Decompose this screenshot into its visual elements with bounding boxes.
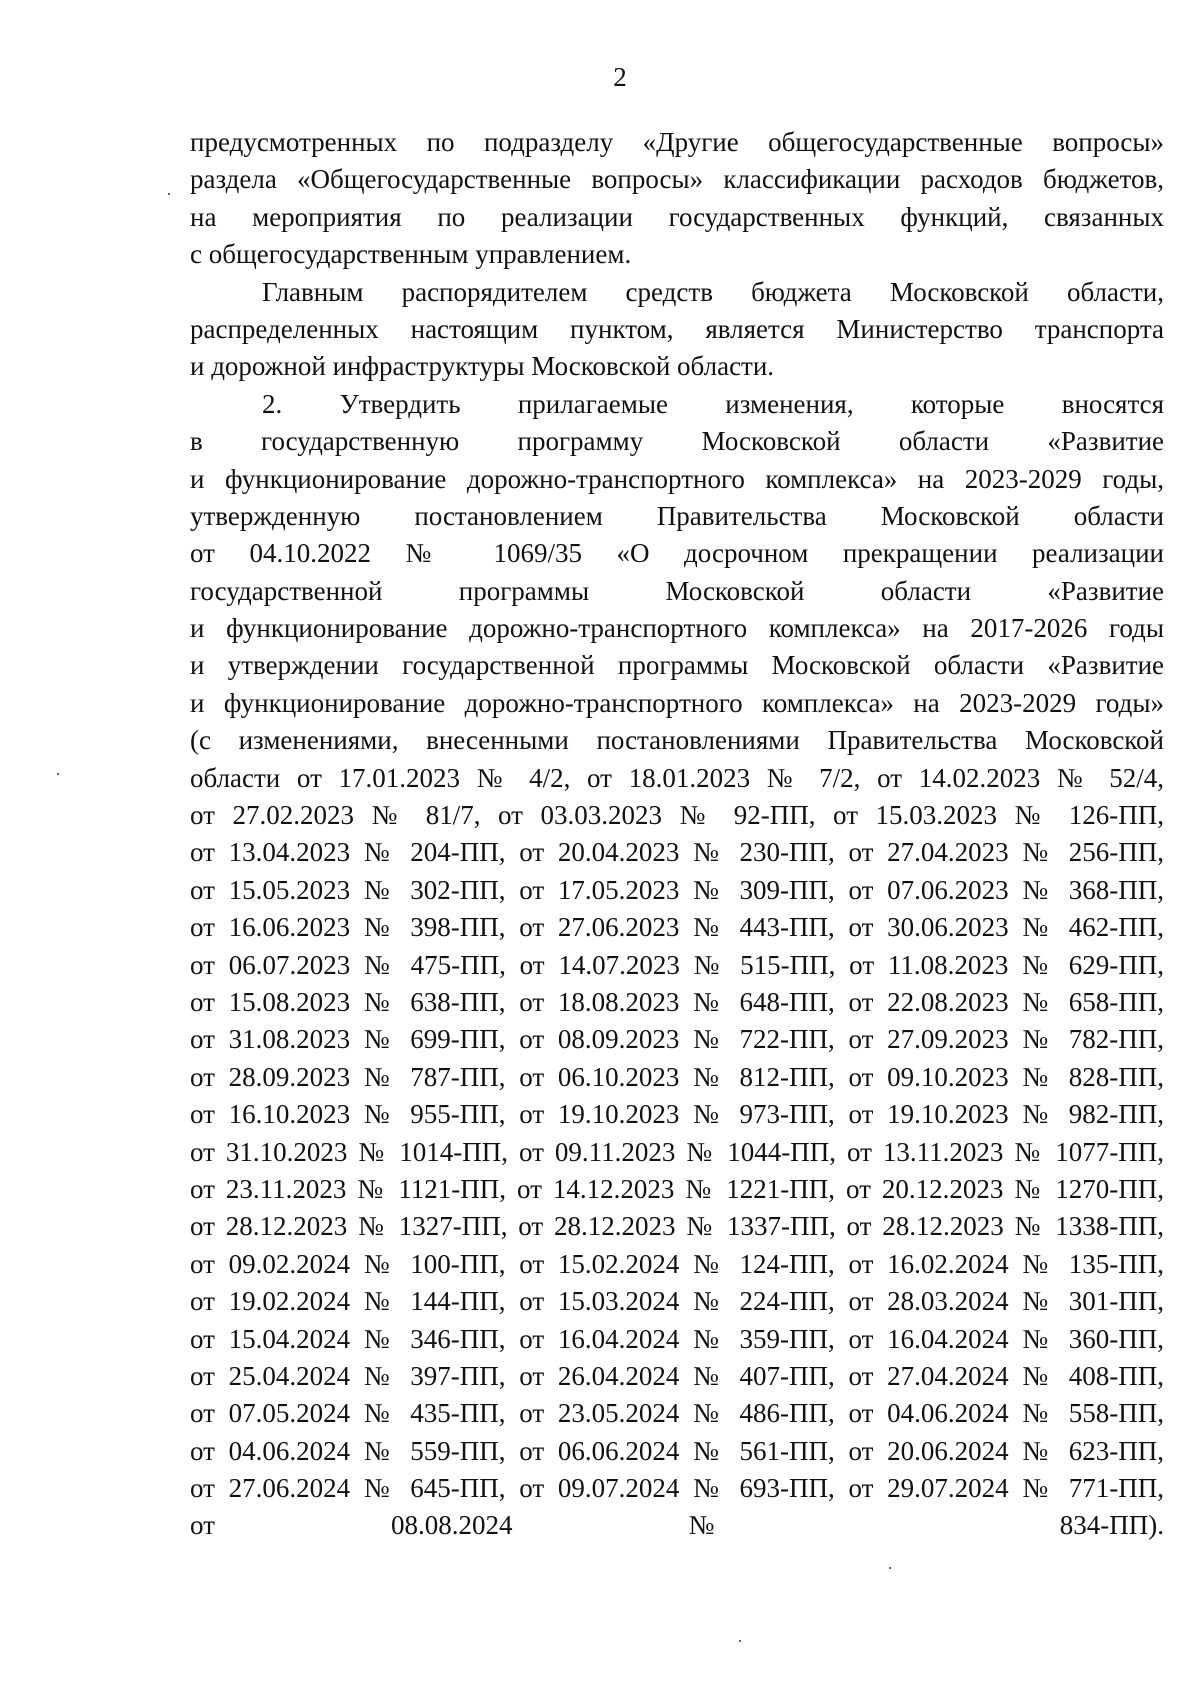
text-line: и функционирование дорожно-транспортного комплекса» на 2023-2029 годы»: [190, 687, 1164, 718]
text-line: от 23.11.2023 № 1121-ПП, от 14.12.2023 № 1221-ПП, от 20.12.2023 № 1270-ПП,: [190, 1173, 1164, 1204]
text-line: от 08.08.2024 № 834-ПП).: [190, 1510, 1164, 1541]
text-line: от 15.04.2024 № 346-ПП, от 16.04.2024 № 359-ПП, от 16.04.2024 № 360-ПП,: [190, 1323, 1164, 1354]
text-line: государственной программы Московской области «Развитие: [190, 575, 1164, 606]
text-line: от 06.07.2023 № 475-ПП, от 14.07.2023 № 515-ПП, от 11.08.2023 № 629-ПП,: [190, 949, 1164, 980]
text-line: области от 17.01.2023 № 4/2, от 18.01.2023 № 7/2, от 14.02.2023 № 52/4,: [190, 762, 1164, 793]
paragraph: [190, 124, 1164, 274]
text-line: раздела «Общегосударственные вопросы» классификации расходов бюджетов,: [190, 164, 1164, 195]
text-line: утвержденную постановлением Правительства Московской области: [190, 500, 1164, 531]
text-line: от 04.10.2022 № 1069/35 «О досрочном прекращении реализации: [190, 538, 1164, 569]
text-line: и дорожной инфраструктуры Московской области.: [190, 351, 775, 382]
text-line: предусмотренных по подразделу «Другие общегосударственные вопросы»: [190, 127, 1164, 157]
text-line: и функционирование дорожно-транспортного комплекса» на 2017-2026 годы: [190, 613, 1164, 644]
text-line: и функционирование дорожно-транспортного комплекса» на 2023-2029 годы,: [190, 463, 1164, 494]
scan-speck: [889, 1567, 891, 1569]
text-line: Главным распорядителем средств бюджета Московской области,: [262, 276, 1164, 307]
text-line: от 28.12.2023 № 1327-ПП, от 28.12.2023 № 1337-ПП, от 28.12.2023 № 1338-ПП,: [190, 1211, 1164, 1242]
text-line: в государственную программу Московской области «Развитие: [190, 426, 1164, 457]
text-line: от 15.05.2023 № 302-ПП, от 17.05.2023 № 309-ПП, от 07.06.2023 № 368-ПП,: [190, 874, 1164, 905]
text-line: от 13.04.2023 № 204-ПП, от 20.04.2023 № 230-ПП, от 27.04.2023 № 256-ПП,: [190, 837, 1164, 868]
text-line: распределенных настоящим пунктом, является Министерство транспорта: [190, 313, 1164, 344]
text-line: на мероприятия по реализации государственных функций, связанных: [190, 201, 1164, 232]
document-body: [190, 124, 1164, 1620]
paragraph: [190, 386, 1164, 1620]
text-line: от 09.02.2024 № 100-ПП, от 15.02.2024 № 124-ПП, от 16.02.2024 № 135-ПП,: [190, 1248, 1164, 1279]
text-line: 2. Утвердить прилагаемые изменения, которые вносятся: [262, 388, 1164, 419]
text-line: от 27.02.2023 № 81/7, от 03.03.2023 № 92-ПП, от 15.03.2023 № 126-ПП,: [190, 800, 1164, 831]
text-line: от 27.06.2024 № 645-ПП, от 09.07.2024 № 693-ПП, от 29.07.2024 № 771-ПП,: [190, 1473, 1164, 1504]
text-line: от 28.09.2023 № 787-ПП, от 06.10.2023 № 812-ПП, от 09.10.2023 № 828-ПП,: [190, 1061, 1164, 1092]
scan-speck: [57, 773, 59, 775]
scan-speck: [739, 1640, 741, 1642]
text-line: от 04.06.2024 № 559-ПП, от 06.06.2024 № 561-ПП, от 20.06.2024 № 623-ПП,: [190, 1435, 1164, 1466]
text-line: от 25.04.2024 № 397-ПП, от 26.04.2024 № 407-ПП, от 27.04.2024 № 408-ПП,: [190, 1360, 1164, 1391]
text-line: [190, 1582, 1164, 1619]
page-number: 2: [613, 62, 627, 92]
text-line: от 16.10.2023 № 955-ПП, от 19.10.2023 № 973-ПП, от 19.10.2023 № 982-ПП,: [190, 1099, 1164, 1130]
text-line: [190, 1545, 1164, 1582]
text-line: и утверждении государственной программы Московской области «Развитие: [190, 650, 1164, 681]
text-line: от 16.06.2023 № 398-ПП, от 27.06.2023 № 443-ПП, от 30.06.2023 № 462-ПП,: [190, 912, 1164, 943]
text-line: с общегосударственным управлением.: [190, 239, 632, 270]
scan-speck: [168, 193, 170, 195]
text-line: от 31.10.2023 № 1014-ПП, от 09.11.2023 № 1044-ПП, от 13.11.2023 № 1077-ПП,: [190, 1136, 1164, 1167]
text-line: от 19.02.2024 № 144-ПП, от 15.03.2024 № 224-ПП, от 28.03.2024 № 301-ПП,: [190, 1286, 1164, 1317]
text-line: от 31.08.2023 № 699-ПП, от 08.09.2023 № 722-ПП, от 27.09.2023 № 782-ПП,: [190, 1024, 1164, 1055]
text-line: от 07.05.2024 № 435-ПП, от 23.05.2024 № 486-ПП, от 04.06.2024 № 558-ПП,: [190, 1398, 1164, 1429]
text-line: (с изменениями, внесенными постановлениями Правительства Московской: [190, 725, 1164, 756]
paragraph: [190, 274, 1164, 386]
text-line: от 15.08.2023 № 638-ПП, от 18.08.2023 № 648-ПП, от 22.08.2023 № 658-ПП,: [190, 986, 1164, 1017]
